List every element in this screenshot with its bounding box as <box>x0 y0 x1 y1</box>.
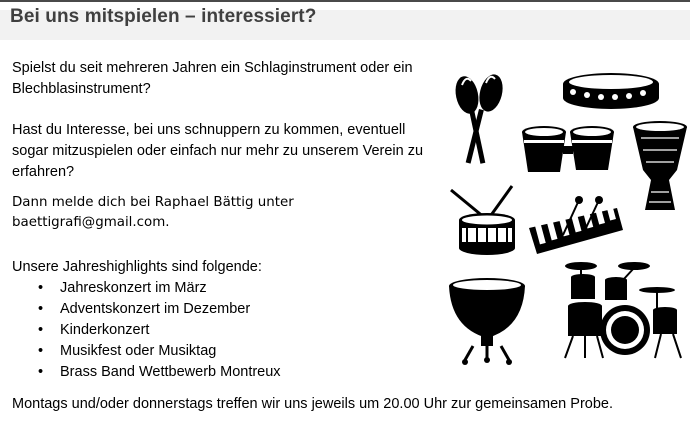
page-title: Bei uns mitspielen – interessiert? <box>10 6 317 27</box>
contact-email: baettigrafi@gmail.com. <box>12 215 170 230</box>
bullet-icon: • <box>38 301 44 317</box>
bullet-icon: • <box>38 364 44 380</box>
highlights-list <box>12 278 281 383</box>
bullet-icon: • <box>38 322 44 338</box>
maracas-icon <box>452 72 506 164</box>
highlights-intro: Unsere Jahreshighlights sind folgende: <box>12 259 262 275</box>
list-item: • Jahreskonzert im März <box>12 278 281 299</box>
drum-kit-icon <box>565 262 681 358</box>
instruments-illustration <box>445 60 690 370</box>
list-item: • Brass Band Wettbewerb Montreux <box>12 362 281 383</box>
contact-paragraph <box>12 193 437 233</box>
bullet-icon: • <box>38 280 44 296</box>
list-item: • Adventskonzert im Dezember <box>12 299 281 320</box>
bongos-icon <box>522 126 614 172</box>
djembe-icon <box>633 121 687 210</box>
snare-drum-icon <box>451 186 515 255</box>
rehearsal-note: Montags und/oder donnerstags treffen wir uns jeweils um 20.00 Uhr zur gemeinsamen Probe. <box>12 396 613 412</box>
contact-line-1: Dann melde dich bei Raphael Bättig unter <box>12 195 294 210</box>
interest-paragraph: Hast du Interesse, bei uns schnuppern zu kommen, eventuell sogar mitzuspielen oder einfach nur mehr zu unserem Verein zu erfahren? <box>12 122 424 180</box>
intro-paragraph: Spielst du seit mehreren Jahren ein Schlaginstrument oder ein Blechblasinstrument? <box>12 60 413 97</box>
bullet-icon: • <box>38 343 44 359</box>
section-heading <box>0 0 690 40</box>
tambourine-icon <box>563 73 659 109</box>
list-item: • Musikfest oder Musiktag <box>12 341 281 362</box>
xylophone-icon <box>529 196 623 254</box>
list-item: • Kinderkonzert <box>12 320 281 341</box>
timpani-icon <box>449 278 525 365</box>
